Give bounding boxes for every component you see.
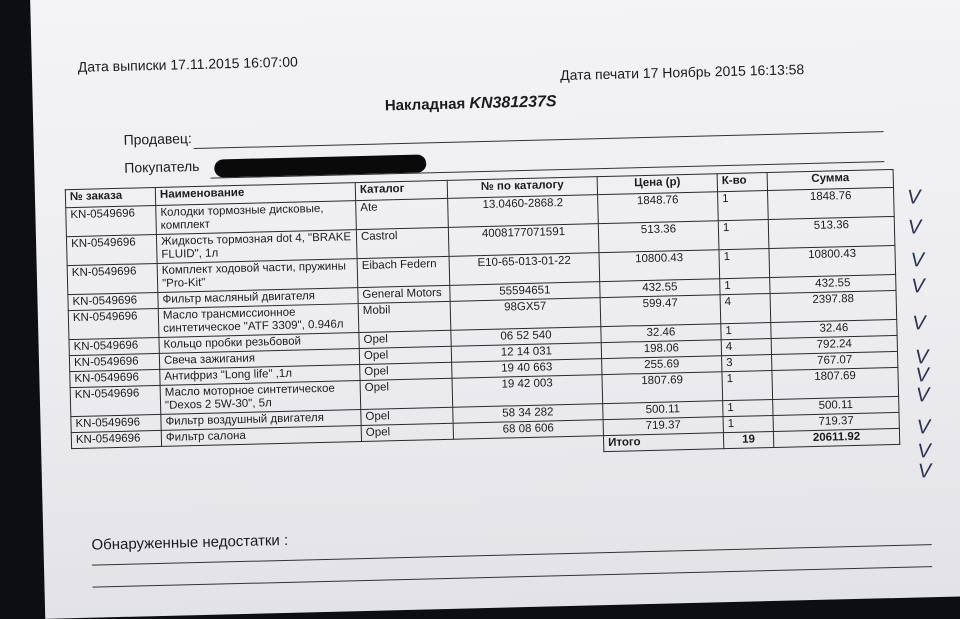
cell-catalog-no: 4008177071591 bbox=[448, 224, 599, 257]
title-prefix: Накладная bbox=[384, 95, 466, 115]
cell-catalog: Opel bbox=[359, 346, 451, 364]
print-date: Дата печати 17 Ноябрь 2015 16:13:58 bbox=[559, 61, 805, 84]
cell-price: 198.06 bbox=[601, 340, 721, 359]
cell-order: KN-0549696 bbox=[69, 337, 159, 355]
cell-catalog: Opel bbox=[360, 362, 452, 380]
cell-catalog-no: 98GX57 bbox=[450, 298, 601, 331]
checkmark-icon: V bbox=[917, 460, 932, 483]
cell-name: Кольцо пробки резьбовой bbox=[159, 333, 359, 354]
total-sum: 20611.92 bbox=[773, 428, 899, 447]
cell-qty: 1 bbox=[721, 323, 771, 340]
cell-sum: 10800.43 bbox=[769, 245, 896, 277]
cell-qty: 1 bbox=[720, 278, 770, 295]
cell-name: Колодки тормозные дисковые, комплект bbox=[156, 201, 357, 235]
cell-price: 599.47 bbox=[600, 295, 721, 327]
cell-name: Комплект ходовой части, пружины "Pro-Kit" bbox=[157, 259, 358, 293]
cell-catalog: Opel bbox=[361, 407, 453, 425]
cell-sum: 767.07 bbox=[772, 351, 898, 370]
cell-qty: 1 bbox=[718, 220, 769, 250]
cell-catalog-no: 19 40 663 bbox=[452, 359, 602, 379]
cell-order: KN-0549696 bbox=[71, 414, 161, 432]
invoice-number: KN381237S bbox=[469, 93, 557, 113]
cell-price: 513.36 bbox=[598, 221, 719, 253]
cell-order: KN-0549696 bbox=[70, 369, 160, 387]
cell-catalog: Opel bbox=[359, 330, 451, 348]
defects-line bbox=[92, 566, 932, 588]
cell-price: 255.69 bbox=[602, 356, 722, 375]
cell-sum: 1848.76 bbox=[768, 187, 895, 219]
cell-sum: 2397.88 bbox=[770, 290, 897, 322]
cell-qty: 1 bbox=[719, 249, 770, 279]
checkmark-icon: V bbox=[917, 440, 932, 463]
cell-sum: 1807.69 bbox=[772, 367, 899, 399]
header-qty: К-во bbox=[717, 173, 767, 192]
cell-qty: 1 bbox=[718, 191, 769, 221]
cell-catalog: Ate bbox=[356, 198, 449, 229]
cell-sum: 719.37 bbox=[773, 412, 899, 431]
cell-order: KN-0549696 bbox=[68, 292, 158, 310]
cell-name: Масло моторное синтетическое "Dexos 2 5W-30", 5л bbox=[160, 381, 361, 415]
cell-name: Свеча зажигания bbox=[159, 349, 359, 370]
invoice-paper bbox=[30, 0, 960, 619]
cell-name: Фильтр масляный двигателя bbox=[158, 288, 358, 309]
cell-catalog-no: 13.0460-2868.2 bbox=[448, 195, 599, 228]
cell-price: 32.46 bbox=[601, 324, 721, 343]
total-label: Итого bbox=[603, 433, 723, 452]
total-qty: 19 bbox=[723, 431, 773, 448]
cell-qty: 4 bbox=[720, 294, 771, 324]
seller-label: Продавец: bbox=[123, 130, 193, 148]
checkmark-icon: V bbox=[906, 186, 921, 209]
cell-sum: 432.55 bbox=[770, 274, 896, 293]
cell-order: KN-0549696 bbox=[70, 385, 161, 416]
cell-catalog-no: 55594651 bbox=[450, 282, 600, 302]
header-order: № заказа bbox=[65, 187, 155, 207]
checkmark-icon: V bbox=[912, 312, 926, 335]
cell-order: KN-0549696 bbox=[68, 308, 159, 339]
defects-label: Обнаруженные недостатки : bbox=[91, 531, 289, 554]
cell-qty: 1 bbox=[723, 399, 773, 416]
checkmark-icon: V bbox=[914, 346, 929, 369]
cell-qty: 4 bbox=[721, 338, 771, 355]
invoice-table bbox=[65, 169, 900, 465]
cell-catalog-no: 12 14 031 bbox=[451, 343, 601, 363]
checkmark-icon: V bbox=[916, 416, 931, 439]
cell-name: Фильтр воздушный двигателя bbox=[161, 410, 361, 431]
cell-catalog: Castrol bbox=[356, 227, 449, 258]
seller-line bbox=[194, 131, 884, 149]
buyer-label: Покупатель bbox=[124, 157, 200, 176]
cell-catalog-no: 19 42 003 bbox=[452, 375, 603, 408]
cell-sum: 792.24 bbox=[771, 335, 897, 354]
issue-date: Дата выписки 17.11.2015 16:07:00 bbox=[77, 53, 298, 75]
cell-qty: 1 bbox=[723, 415, 773, 432]
cell-order: KN-0549696 bbox=[66, 234, 157, 265]
cell-catalog-no: 06 52 540 bbox=[451, 327, 601, 347]
cell-catalog-no: 58 34 282 bbox=[453, 404, 603, 424]
cell-order: KN-0549696 bbox=[66, 205, 157, 236]
checkmark-icon: V bbox=[915, 364, 930, 387]
cell-price: 1848.76 bbox=[598, 192, 719, 224]
cell-name: Масло трансмиссионное синтетическое "ATF 3309", 0.946л bbox=[158, 304, 359, 338]
checkmark-icon: V bbox=[915, 384, 930, 407]
cell-catalog: Opel bbox=[361, 423, 453, 441]
header-name: Наименование bbox=[155, 183, 355, 206]
checkmark-icon: V bbox=[910, 249, 925, 272]
cell-catalog: Eibach Federn bbox=[357, 256, 450, 287]
cell-name: Антифриз "Long life" ,1л bbox=[160, 365, 360, 386]
checkmark-icon: V bbox=[907, 216, 922, 239]
cell-price: 719.37 bbox=[603, 417, 723, 436]
cell-name: Жидкость тормозная dot 4, "BRAKE FLUID", 1л bbox=[156, 230, 357, 264]
cell-catalog-no: E10-65-013-01-22 bbox=[449, 253, 600, 286]
cell-price: 432.55 bbox=[600, 279, 720, 298]
header-price: Цена (р) bbox=[597, 174, 717, 195]
cell-catalog: General Motors bbox=[358, 285, 450, 303]
cell-name: Фильтр салона bbox=[161, 426, 361, 447]
header-catalog: Каталог bbox=[355, 180, 447, 200]
cell-sum: 500.11 bbox=[773, 396, 899, 415]
cell-catalog-no: 68 08 606 bbox=[453, 420, 603, 440]
cell-price: 500.11 bbox=[603, 401, 723, 420]
cell-catalog: Opel bbox=[360, 378, 453, 409]
cell-order: KN-0549696 bbox=[69, 353, 159, 371]
cell-order: KN-0549696 bbox=[67, 263, 158, 294]
cell-catalog: Mobil bbox=[358, 301, 451, 332]
cell-qty: 3 bbox=[722, 354, 772, 371]
checkmark-icon: V bbox=[911, 275, 926, 298]
cell-price: 10800.43 bbox=[599, 250, 720, 282]
cell-qty: 1 bbox=[722, 370, 773, 400]
cell-sum: 513.36 bbox=[768, 216, 895, 248]
document-title bbox=[385, 93, 557, 115]
header-sum: Сумма bbox=[767, 169, 893, 190]
cell-price: 1807.69 bbox=[602, 372, 723, 404]
cell-sum: 32.46 bbox=[771, 319, 897, 338]
header-catalog-no: № по каталогу bbox=[447, 177, 597, 199]
cell-order: KN-0549696 bbox=[71, 430, 161, 448]
